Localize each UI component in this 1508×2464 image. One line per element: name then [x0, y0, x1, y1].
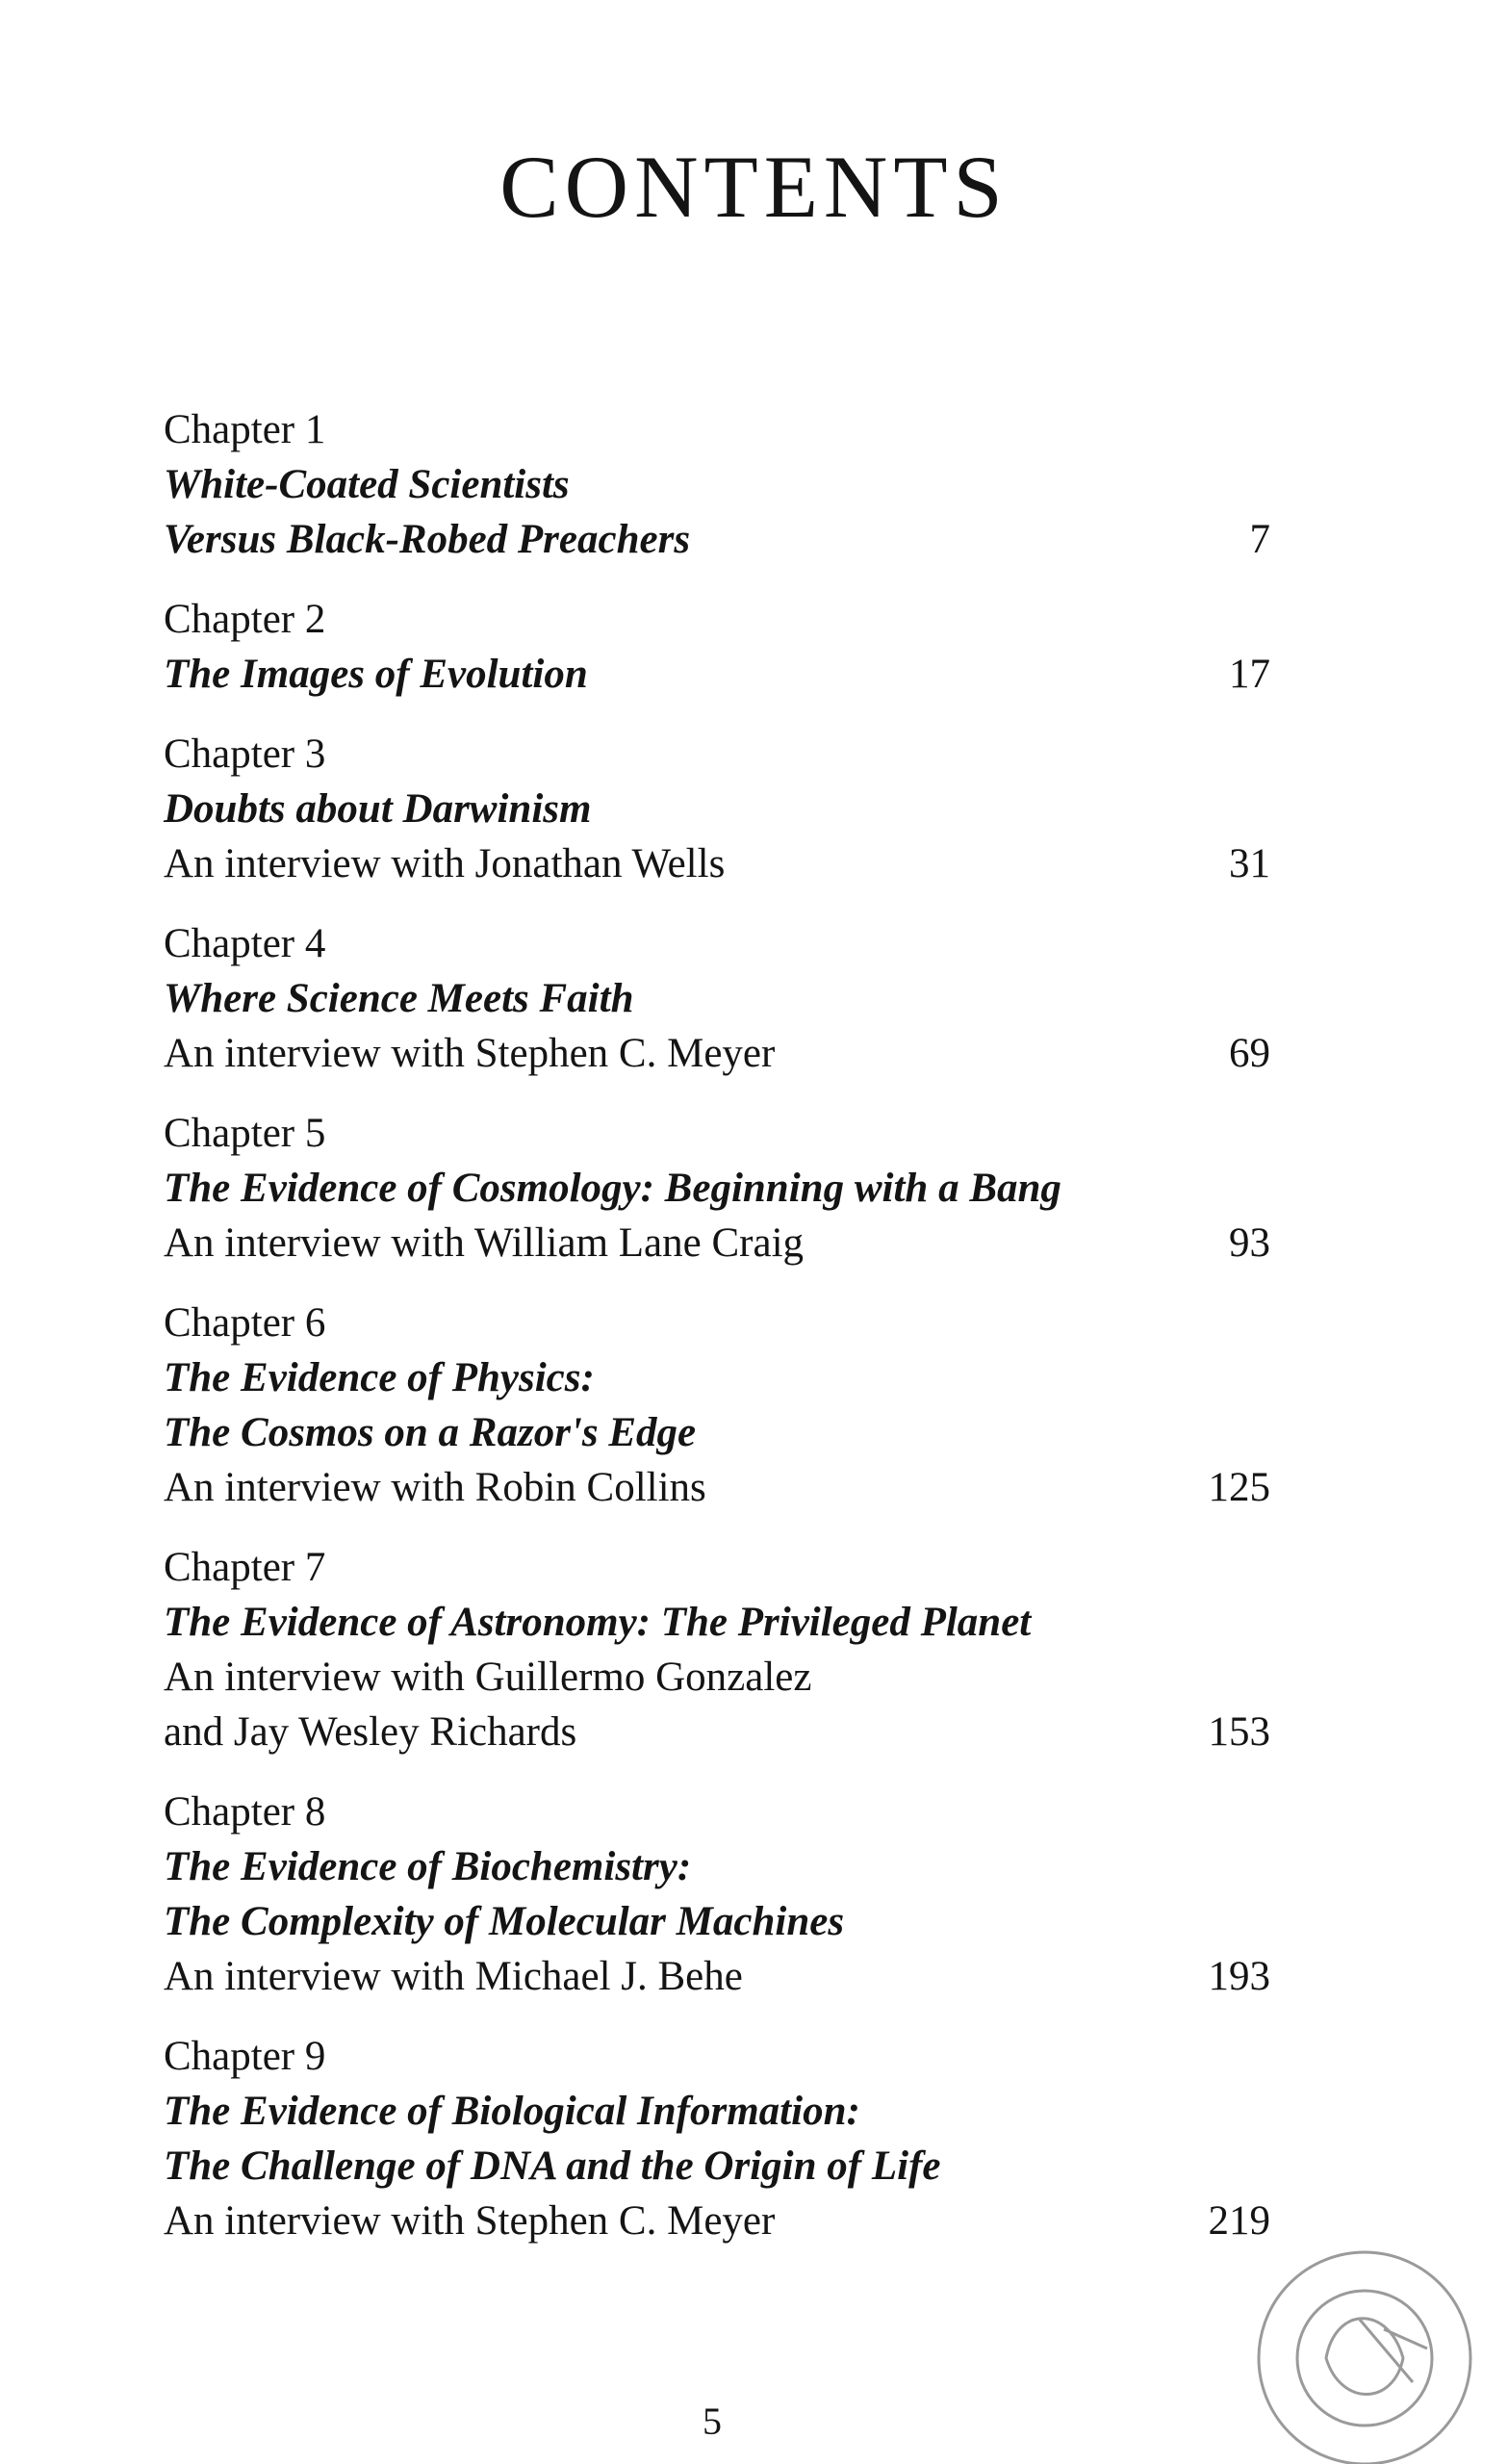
chapter-title: The Images of Evolution	[164, 652, 588, 697]
toc-page-number: 69	[1229, 1031, 1270, 1076]
chapter-label: Chapter 3	[164, 732, 326, 777]
chapter-subtitle: and Jay Wesley Richards	[164, 1709, 577, 1755]
page-title: CONTENTS	[499, 138, 1009, 236]
chapter-label: Chapter 4	[164, 921, 326, 966]
chapter-label: Chapter 6	[164, 1300, 326, 1346]
chapter-label: Chapter 8	[164, 1789, 326, 1835]
chapter-subtitle: An interview with Michael J. Behe	[164, 1954, 743, 1999]
toc-page-number: 31	[1229, 841, 1270, 886]
chapter-label: Chapter 1	[164, 407, 326, 452]
toc-page-number: 193	[1208, 1954, 1270, 1999]
toc-page-number: 93	[1229, 1220, 1270, 1266]
chapter-label: Chapter 2	[164, 597, 326, 642]
toc-page-number: 125	[1208, 1465, 1270, 1510]
toc-entry	[164, 2029, 1270, 2248]
toc-entry	[164, 1784, 1270, 2004]
chapter-subtitle: An interview with Stephen C. Meyer	[164, 2198, 776, 2244]
chapter-subtitle: An interview with Stephen C. Meyer	[164, 1031, 776, 1076]
chapter-subtitle: An interview with William Lane Craig	[164, 1220, 805, 1266]
chapter-title: Where Science Meets Faith	[164, 976, 634, 1021]
toc-page-number: 219	[1208, 2198, 1270, 2244]
toc-entry	[164, 592, 1270, 702]
chapter-label: Chapter 7	[164, 1545, 326, 1590]
chapter-subtitle: An interview with Jonathan Wells	[164, 841, 726, 886]
chapter-subtitle: An interview with Robin Collins	[164, 1465, 706, 1510]
toc-entry	[164, 916, 1270, 1081]
toc-entry	[164, 727, 1270, 891]
table-of-contents	[164, 402, 1270, 2273]
chapter-title: The Complexity of Molecular Machines	[164, 1899, 845, 1944]
toc-page-number: 17	[1229, 652, 1270, 697]
chapter-title: The Challenge of DNA and the Origin of Life	[164, 2143, 941, 2189]
chapter-title: The Evidence of Astronomy: The Privileged Planet	[164, 1600, 1032, 1645]
chapter-title: Versus Black-Robed Preachers	[164, 517, 691, 562]
page-number: 5	[703, 2400, 722, 2443]
chapter-title: The Evidence of Cosmology: Beginning with a Bang	[164, 1166, 1061, 1211]
toc-page-number: 7	[1249, 517, 1270, 562]
chapter-title: The Evidence of Biological Information:	[164, 2089, 860, 2134]
chapter-subtitle: An interview with Guillermo Gonzalez	[164, 1655, 812, 1700]
chapter-label: Chapter 9	[164, 2034, 326, 2079]
chapter-title: The Evidence of Biochemistry:	[164, 1844, 692, 1889]
toc-entry	[164, 1296, 1270, 1515]
chapter-title: The Cosmos on a Razor's Edge	[164, 1410, 697, 1455]
toc-entry	[164, 1540, 1270, 1759]
chapter-title: The Evidence of Physics:	[164, 1355, 595, 1400]
watermark-stamp-logo	[1220, 2214, 1508, 2464]
chapter-label: Chapter 5	[164, 1111, 326, 1156]
toc-entry	[164, 1106, 1270, 1270]
toc-page-number: 153	[1208, 1709, 1270, 1755]
chapter-title: White-Coated Scientists	[164, 462, 570, 507]
toc-entry	[164, 402, 1270, 567]
chapter-title: Doubts about Darwinism	[164, 786, 592, 832]
